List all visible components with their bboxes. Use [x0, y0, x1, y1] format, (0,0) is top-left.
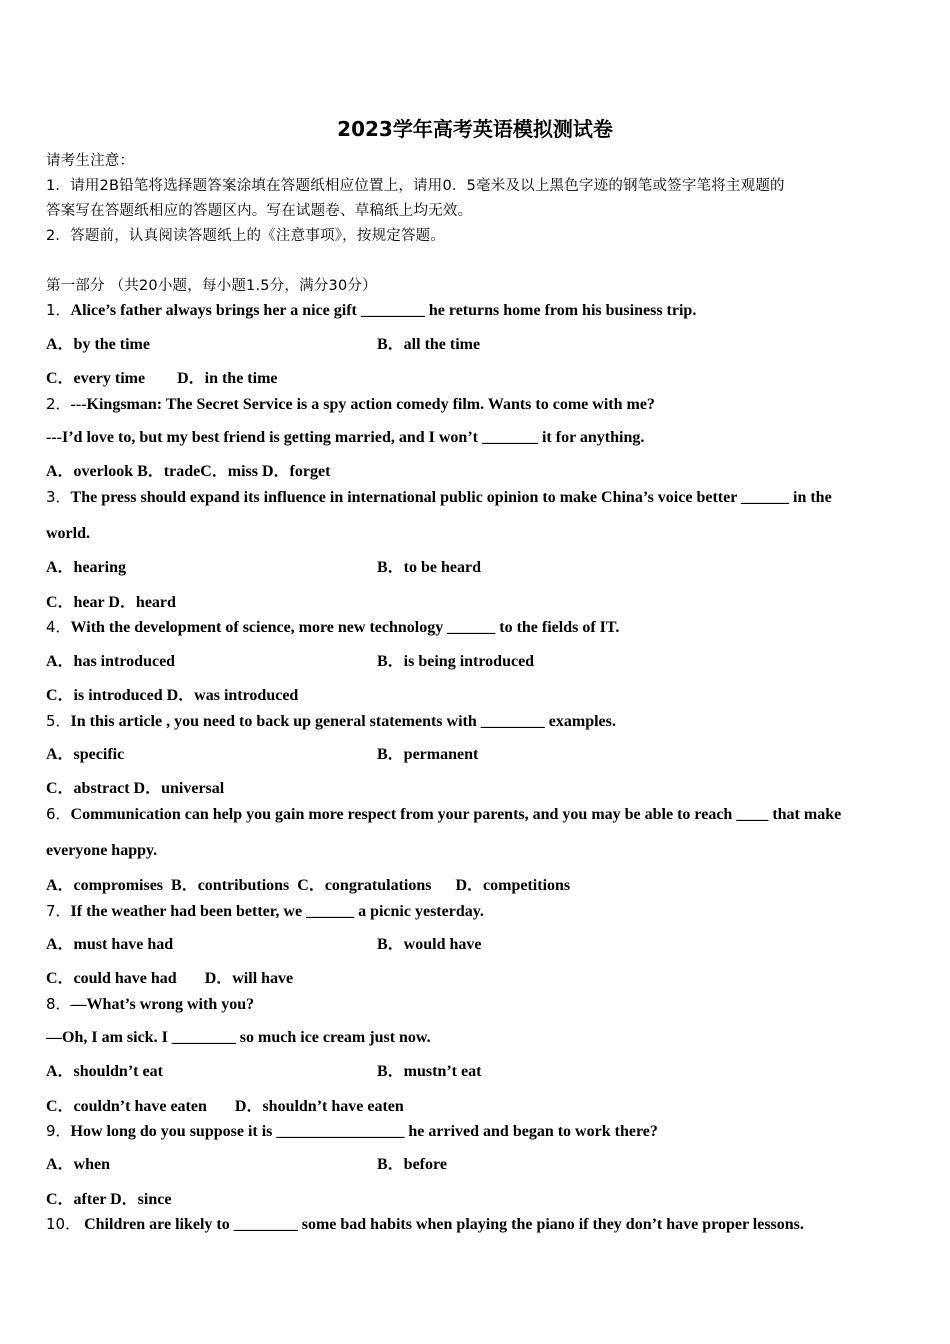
question-9 — [46, 1121, 658, 1142]
option-b: B．is being introduced — [377, 653, 535, 670]
question-number: 9． — [46, 1122, 71, 1140]
question-number: 7． — [46, 902, 71, 920]
option-b: B．mustn’t eat — [377, 1063, 482, 1080]
option-b: B．to be heard — [377, 559, 482, 576]
question-text-continued: everyone happy. — [46, 842, 158, 859]
notice-line-1: 1．请用2B铅笔将选择题答案涂填在答题纸相应位置上，请用0．5毫米及以上黑色字迹的钢笔或签字笔将主观题的 — [46, 178, 785, 194]
notice-heading: 请考生注意： — [46, 153, 135, 169]
question-number: 8． — [46, 995, 71, 1013]
question-8 — [46, 994, 254, 1015]
question-text: —What’s wrong with you? — [70, 996, 255, 1013]
question-text: In this article , you need to back up general statements with ________ examples. — [70, 713, 616, 730]
option-a: A．specific — [46, 746, 125, 763]
option-b: B．all the time — [377, 336, 481, 353]
options-c-d: C．every time D．in the time — [46, 370, 278, 387]
option-a: A．must have had — [46, 936, 174, 953]
question-text: With the development of science, more new technology ______ to the fields of IT. — [70, 619, 620, 636]
question-text-continued: ---I’d love to, but my best friend is getting married, and I won’t _______ it for anything. — [46, 429, 645, 446]
question-number: 2． — [46, 395, 71, 413]
page-title: 2023学年高考英语模拟测试卷 — [337, 117, 613, 141]
options-c-d: C．is introduced D．was introduced — [46, 687, 299, 704]
option-b: B．would have — [377, 936, 482, 953]
question-text-continued: —Oh, I am sick. I ________ so much ice cream just now. — [46, 1029, 431, 1046]
options-c-d: C．after D．since — [46, 1191, 172, 1208]
question-number: 5． — [46, 712, 71, 730]
option-a: A．when — [46, 1156, 111, 1173]
options-a-d: A．overlook B．tradeC．miss D．forget — [46, 463, 331, 480]
question-text: If the weather had been better, we ______ a picnic yesterday. — [70, 903, 484, 920]
question-2 — [46, 394, 655, 415]
options-a-d: A．compromises B．contributions C．congratulations D．competitions — [46, 877, 571, 894]
options-c-d: C．couldn’t have eaten D．shouldn’t have eaten — [46, 1098, 404, 1115]
options-c-d: C．could have had D．will have — [46, 970, 294, 987]
question-text: ---Kingsman: The Secret Service is a spy action comedy film. Wants to come with me? — [70, 396, 655, 413]
question-text-continued: world. — [46, 525, 90, 542]
question-7 — [46, 901, 484, 922]
option-b: B．before — [377, 1156, 447, 1173]
options-c-d: C．abstract D．universal — [46, 780, 225, 797]
question-text: How long do you suppose it is ________________ he arrived and began to work there? — [70, 1123, 658, 1140]
question-number: 3． — [46, 488, 71, 506]
option-a: A．hearing — [46, 559, 127, 576]
question-5 — [46, 711, 616, 732]
option-a: A．has introduced — [46, 653, 176, 670]
question-10 — [46, 1214, 804, 1235]
question-number: 1． — [46, 301, 71, 319]
option-a: A．by the time — [46, 336, 150, 353]
option-b: B．permanent — [377, 746, 479, 763]
question-1 — [46, 300, 696, 321]
question-number: 10． — [46, 1215, 81, 1233]
notice-line-2: 答案写在答题纸相应的答题区内。写在试题卷、草稿纸上均无效。 — [46, 203, 473, 219]
notice-line-3: 2．答题前，认真阅读答题纸上的《注意事项》，按规定答题。 — [46, 228, 446, 244]
question-number: 6． — [46, 805, 71, 823]
options-c-d: C．hear D．heard — [46, 594, 176, 611]
question-3 — [46, 487, 832, 508]
option-a: A．shouldn’t eat — [46, 1063, 163, 1080]
question-text: Alice’s father always brings her a nice gift ________ he returns home from his business trip. — [70, 302, 697, 319]
question-text: Communication can help you gain more respect from your parents, and you may be able to reach ____ that make — [70, 806, 842, 823]
question-text: Children are likely to ________ some bad habits when playing the piano if they don’t have proper lessons. — [80, 1216, 804, 1233]
question-4 — [46, 617, 619, 638]
section-heading: 第一部分 （共20小题，每小题1.5分，满分30分） — [46, 278, 377, 294]
question-6 — [46, 804, 841, 825]
question-text: The press should expand its influence in international public opinion to make China’s voice better ______ in the — [70, 489, 832, 506]
question-number: 4． — [46, 618, 71, 636]
